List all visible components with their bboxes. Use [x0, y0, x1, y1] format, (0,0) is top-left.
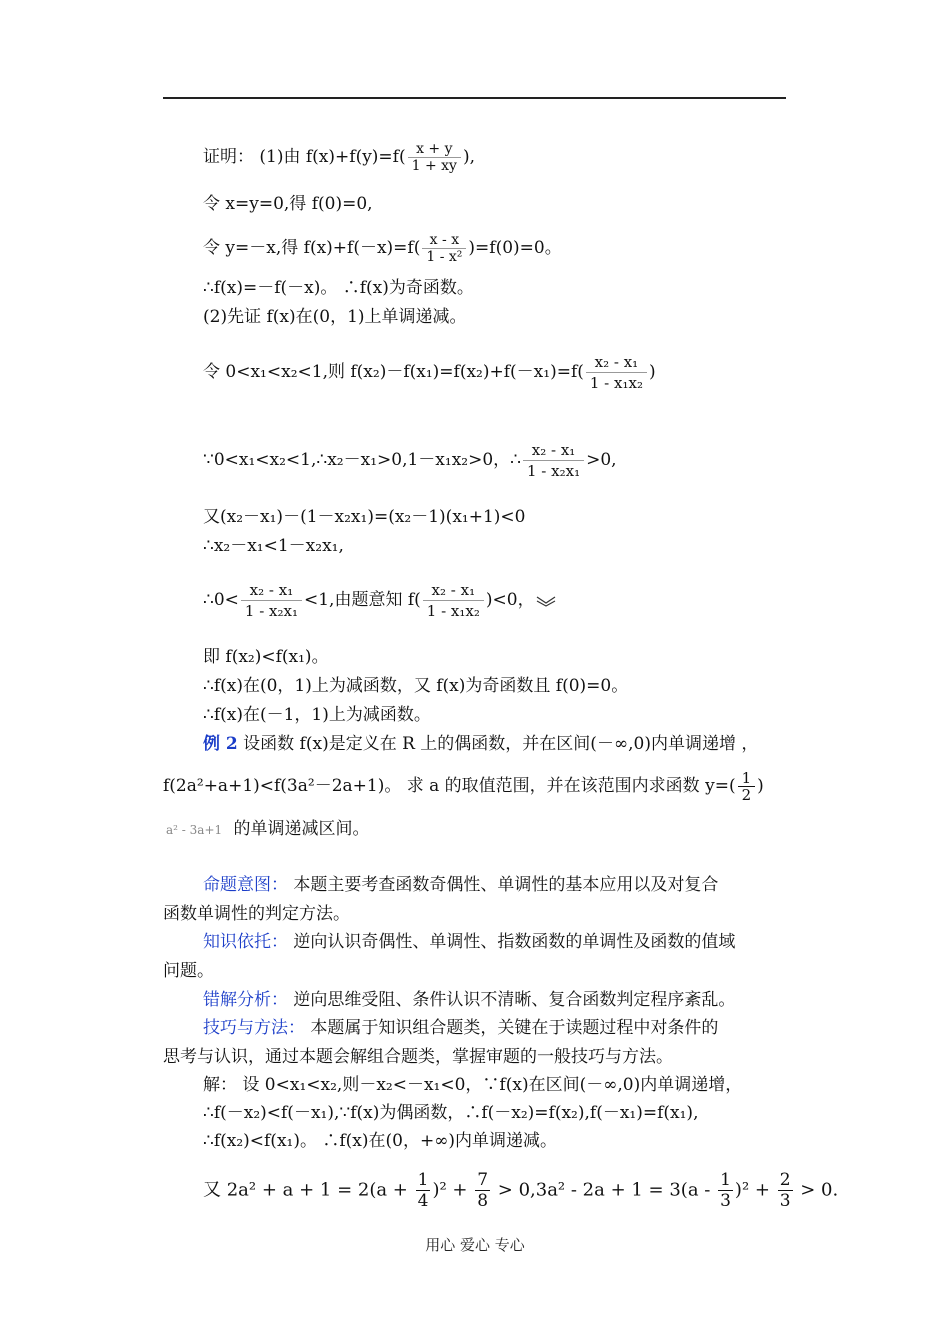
proof-line-12: ∴f(x)在(0，1)上为减函数，又 f(x)为奇函数且 f(0)=0。: [203, 676, 629, 696]
text: f(2a²+a+1)<f(3a²－2a+1)。 求 a 的取值范围，并在该范围内求函数 y=(: [163, 776, 736, 796]
proof-line-5: (2)先证 f(x)在(0，1)上单调递减。: [203, 307, 467, 327]
fraction: [408, 141, 461, 174]
text: 令 0<x₁<x₂<1,则 f(x₂)－f(x₁)=f(x₂)+f(－x₁)=f(: [203, 362, 584, 382]
numerator: x + y: [408, 141, 461, 158]
skill-line-2: 思考与认识，通过本题会解组合题类，掌握审题的一般技巧与方法。: [163, 1047, 673, 1067]
text: ∵0<x₁<x₂<1,∴x₂－x₁>0,1－x₁x₂>0，∴: [203, 450, 521, 470]
text: 令 y=－x,得 f(x)+f(－x)=f(: [203, 238, 421, 258]
numerator: x - x: [422, 232, 466, 249]
numerator: x₂ - x₁: [586, 352, 647, 373]
text: )² +: [734, 1179, 776, 1201]
error-line: [203, 989, 735, 1011]
numerator: 1: [738, 770, 756, 787]
proof-line-13: ∴f(x)在(－1，1)上为减函数。: [203, 705, 431, 725]
page-footer: 用心 爱心 专心: [425, 1236, 525, 1254]
denominator: 3: [720, 1191, 731, 1211]
exponent: a² - 3a+1: [166, 823, 223, 837]
proof-line-1: [203, 141, 475, 174]
error-label: 错解分析：: [203, 990, 288, 1010]
header-rule: [163, 97, 786, 99]
numerator: 1: [417, 1170, 429, 1190]
example-2-line-2: [163, 770, 764, 803]
fraction: [586, 352, 647, 393]
denominator: 1 - x₁x₂: [589, 374, 643, 392]
proof-line-8: 又(x₂－x₁)－(1－x₂x₁)=(x₂－1)(x₁+1)<0: [203, 507, 526, 527]
text: > 0,3a² - 2a + 1 = 3(a -: [492, 1179, 717, 1201]
text: 设函数 f(x)是定义在 R 上的偶函数，并在区间(－∞,0)内单调递增 ，: [237, 734, 759, 754]
solution-line-3: ∴f(x₂)<f(x₁)。 ∴f(x)在(0，+∞)内单调递减。: [203, 1131, 558, 1151]
denominator: 1 + xy: [411, 158, 457, 174]
numerator: x₂ - x₁: [523, 440, 584, 461]
solution-line-4: [203, 1170, 838, 1211]
proof-line-10: [203, 580, 557, 621]
example-2-line-3: [166, 818, 370, 841]
proof-line-3: [203, 232, 562, 265]
fraction: [718, 1170, 733, 1211]
proof-line-7: [203, 440, 617, 481]
intent-line-2: 函数单调性的判定方法。: [163, 904, 350, 924]
fraction: [416, 1170, 431, 1211]
skill-line: [203, 1017, 718, 1039]
proof-line-11: 即 f(x₂)<f(x₁)。: [203, 647, 329, 667]
text: 证明： (1)由 f(x)+f(y)=f(: [203, 147, 406, 167]
text: )<0，: [485, 590, 535, 610]
text: > 0.: [794, 1179, 839, 1201]
text: 的单调递减区间。: [233, 819, 370, 839]
denominator: 2: [741, 786, 752, 804]
fraction: [778, 1170, 793, 1211]
fraction: [475, 1170, 490, 1211]
proof-line-9: ∴x₂－x₁<1－x₂x₁,: [203, 536, 344, 556]
text: ∴0<: [203, 590, 239, 610]
denominator: 1 - x₂x₁: [244, 602, 298, 620]
basis-line: [203, 931, 735, 953]
proof-line-4: ∴f(x)=－f(－x)。 ∴f(x)为奇函数。: [203, 278, 474, 298]
denominator: 1 - x₁x₂: [426, 602, 480, 620]
basis-line-2: 问题。: [163, 961, 214, 981]
skill-label: 技巧与方法：: [203, 1018, 305, 1038]
fraction-half: [738, 770, 756, 803]
solution-line-1: 解： 设 0<x₁<x₂,则－x₂<－x₁<0，∵f(x)在区间(－∞,0)内单调递增，: [203, 1075, 743, 1095]
intent-label: 命题意图：: [203, 875, 288, 895]
text: )² +: [432, 1179, 474, 1201]
text: <1,由题意知 f(: [303, 590, 421, 610]
solution-line-2: ∴f(－x₂)<f(－x₁),∵f(x)为偶函数，∴f(－x₂)=f(x₂),f(－x₁)=f(x₁),: [203, 1103, 699, 1123]
fraction: [523, 440, 584, 481]
text: 本题主要考查函数奇偶性、单调性的基本应用以及对复合: [288, 875, 719, 895]
text: ),: [462, 147, 475, 167]
text: ): [648, 362, 656, 382]
text: 本题属于知识组合题类，关键在于读题过程中对条件的: [305, 1018, 719, 1038]
denominator: 4: [417, 1191, 429, 1211]
fraction: [423, 580, 484, 621]
example-label: 例 2: [203, 734, 238, 754]
text: 逆向思维受阻、条件认识不清晰、复合函数判定程序紊乱。: [288, 990, 736, 1010]
text: )=f(0)=0。: [468, 238, 562, 258]
denominator: 1 - x₂x₁: [526, 462, 581, 480]
fraction: [241, 580, 302, 621]
text: 逆向认识奇偶性、单调性、指数函数的单调性及函数的值域: [288, 932, 736, 952]
numerator: x₂ - x₁: [423, 580, 484, 601]
example-2-line-1: [203, 733, 758, 755]
numerator: 7: [477, 1170, 489, 1190]
numerator: 2: [779, 1170, 791, 1190]
numerator: 1: [720, 1170, 731, 1190]
double-chevron-icon: [535, 594, 557, 608]
denominator: 1 - x²: [426, 249, 463, 265]
text: 又 2a² + a + 1 = 2(a +: [203, 1179, 414, 1201]
denominator: 8: [477, 1191, 489, 1211]
text: >0,: [586, 450, 617, 470]
intent-line: [203, 874, 718, 896]
text: ): [757, 776, 764, 796]
basis-label: 知识依托：: [203, 932, 288, 952]
proof-line-2: 令 x=y=0,得 f(0)=0,: [203, 194, 373, 214]
numerator: x₂ - x₁: [241, 580, 302, 601]
denominator: 3: [779, 1191, 791, 1211]
fraction: [422, 232, 466, 265]
proof-line-6: [203, 352, 656, 393]
